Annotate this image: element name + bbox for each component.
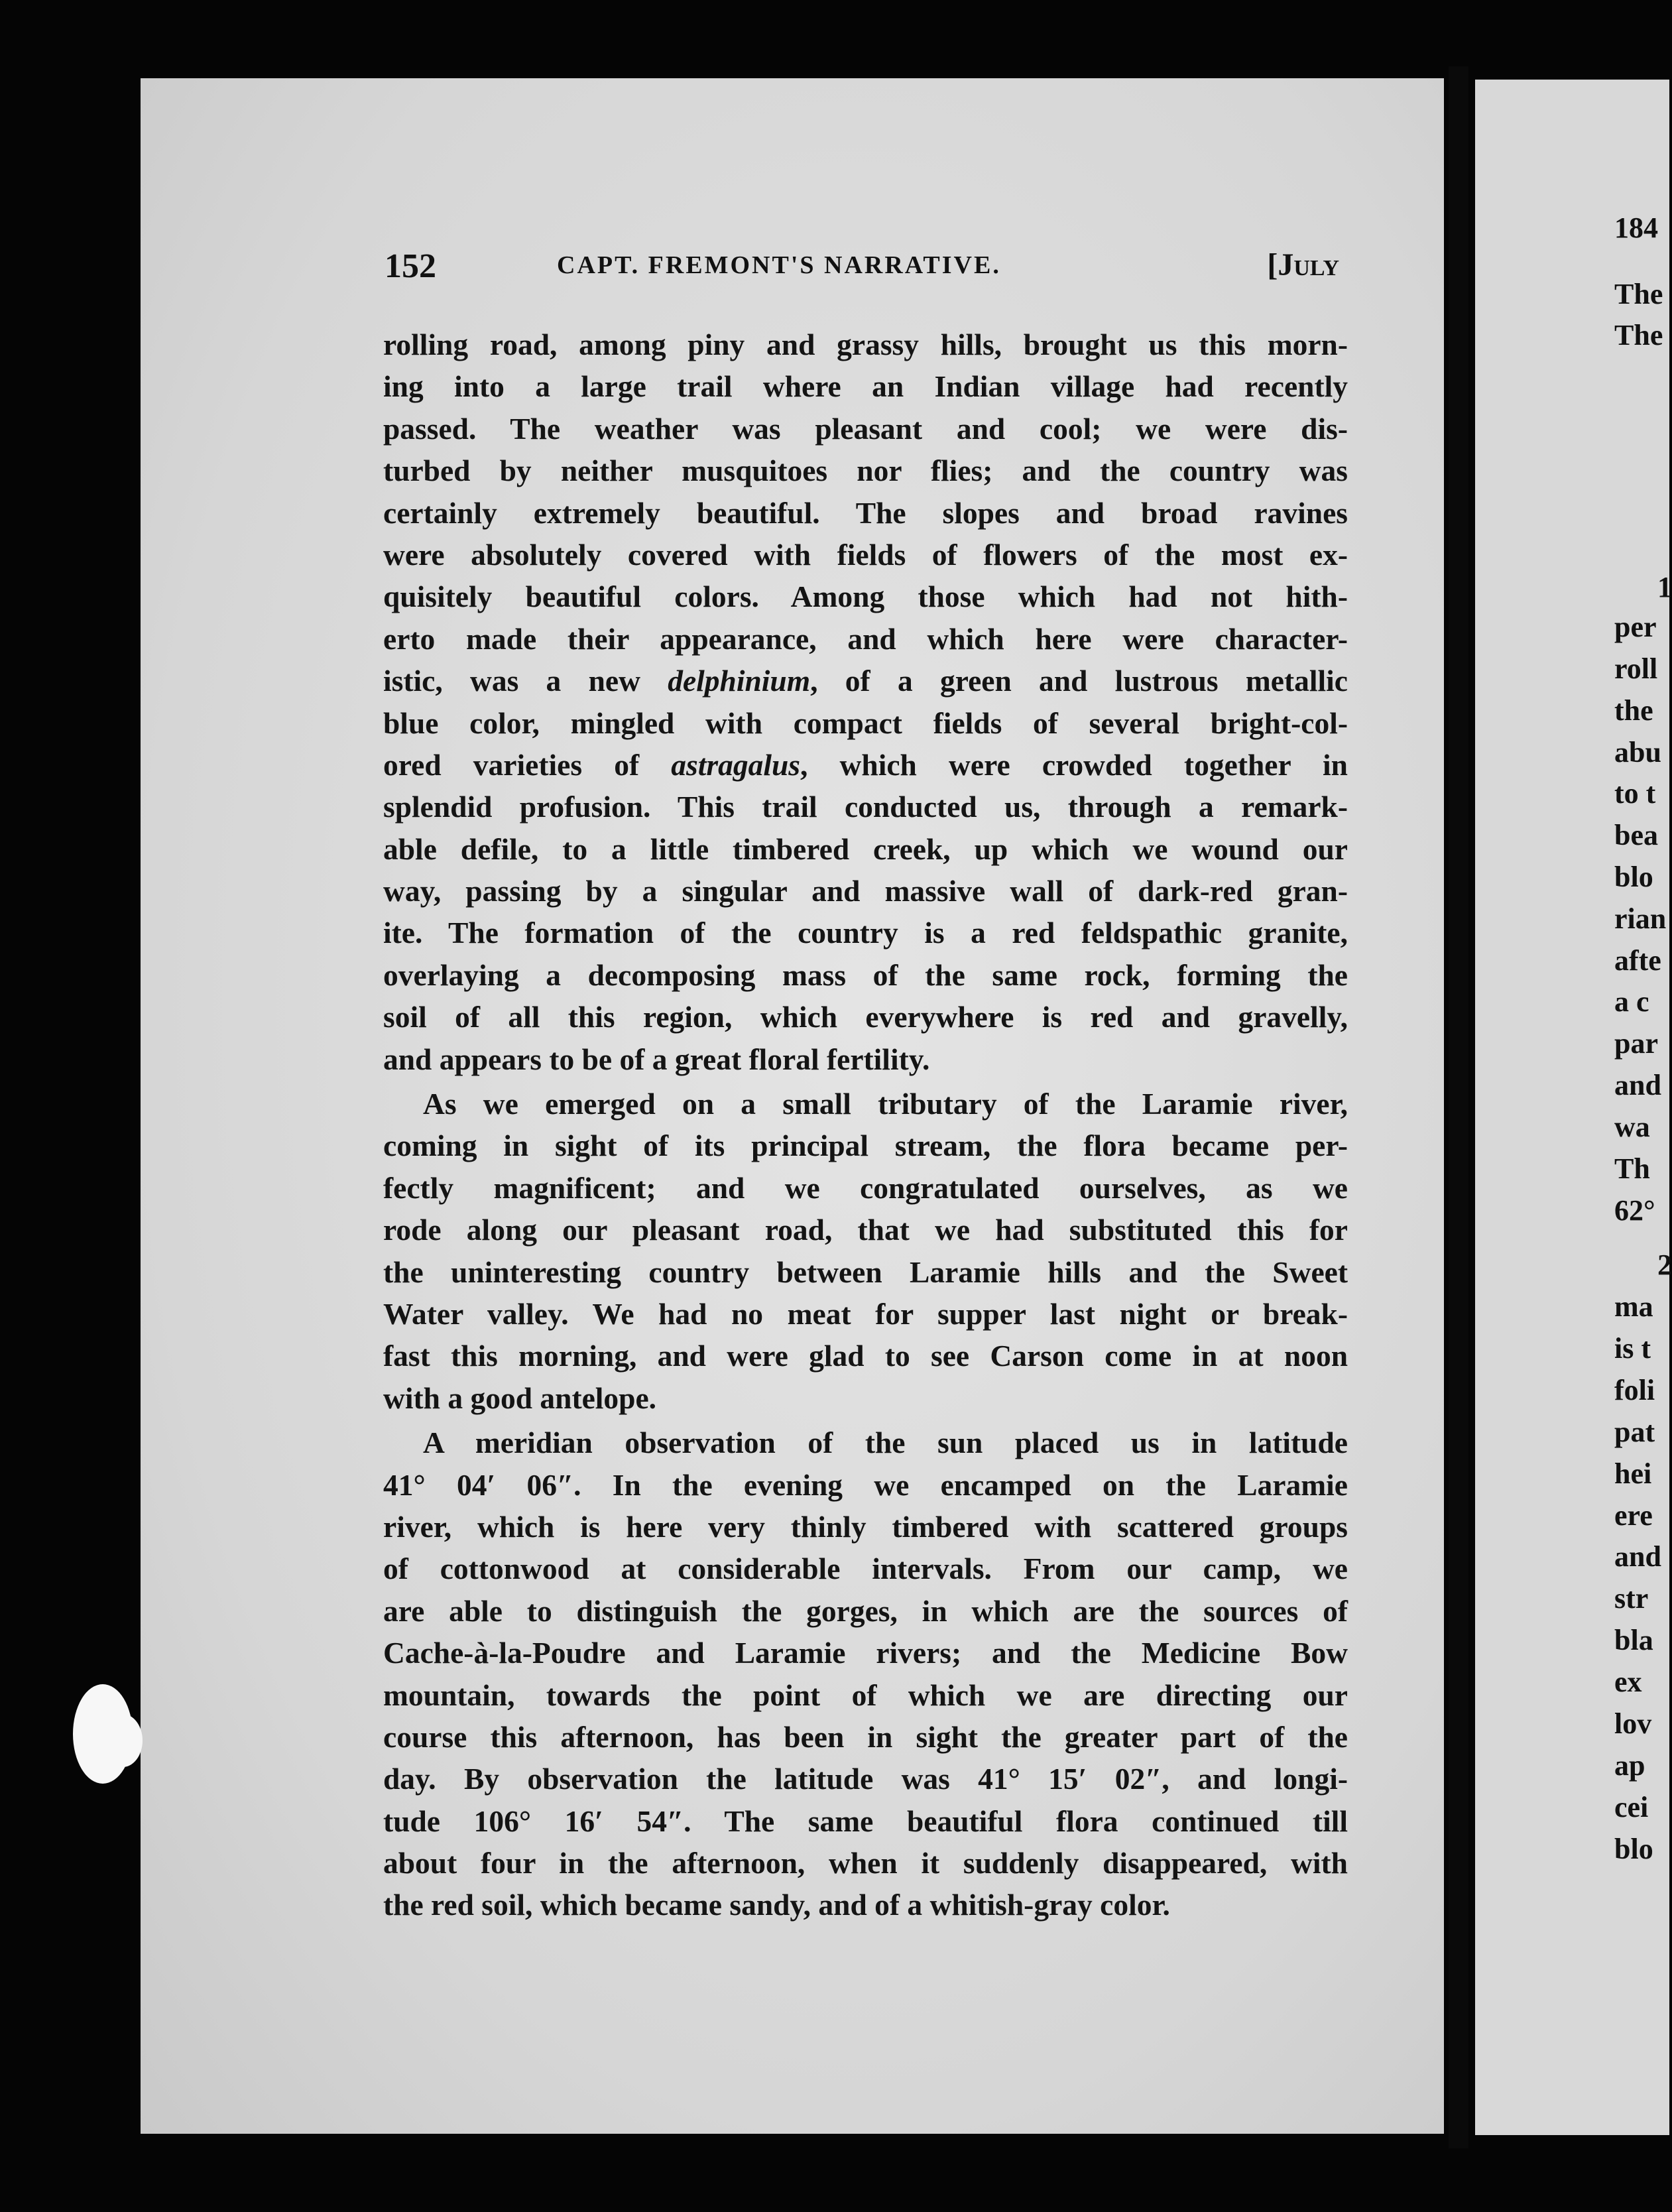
paragraph <box>383 324 1348 1080</box>
facing-page-text: 184 <box>1614 212 1658 244</box>
running-header <box>385 247 1339 293</box>
paragraph <box>383 1083 1348 1419</box>
text-line: river, which is here very thinly timbered with scattered groups <box>383 1509 1348 1544</box>
facing-page-text: pat <box>1614 1416 1655 1448</box>
facing-page-text: wa <box>1614 1111 1650 1143</box>
running-month: [July <box>1267 247 1339 282</box>
text-line: about four in the afternoon, when it suddenly disappeared, with <box>383 1846 1348 1880</box>
book-gutter <box>1449 66 1468 2148</box>
text-line: soil of all this region, which everywhere is red and gravelly, <box>383 1000 1348 1034</box>
facing-page-text: ap <box>1614 1749 1645 1782</box>
facing-page-text: Th <box>1614 1152 1650 1185</box>
facing-page-text: is t <box>1614 1332 1651 1365</box>
facing-page-text: blo <box>1614 861 1653 893</box>
right-page-edge <box>1475 80 1669 2135</box>
text-line: ite. The formation of the country is a red feldspathic granite, <box>383 916 1348 950</box>
facing-page-text: ere <box>1614 1499 1653 1532</box>
text-line: were absolutely covered with fields of flowers of the most ex- <box>383 537 1348 572</box>
text-line: ing into a large trail where an Indian village had recently <box>383 369 1348 404</box>
facing-page-text: 1 <box>1657 571 1672 603</box>
facing-page-text: The <box>1614 278 1663 310</box>
facing-page-text: abu <box>1614 736 1661 768</box>
page-number: 152 <box>385 247 436 285</box>
facing-page-text: bla <box>1614 1624 1653 1656</box>
facing-page-text: to t <box>1614 777 1656 810</box>
facing-page-text: lov <box>1614 1707 1652 1740</box>
facing-page-text: ex <box>1614 1666 1642 1698</box>
running-title: CAPT. FREMONT'S NARRATIVE. <box>557 251 1001 279</box>
facing-page-text: 2 <box>1657 1249 1672 1281</box>
text-line: 41° 04′ 06″. In the evening we encamped on the Laramie <box>383 1467 1348 1502</box>
text-line: fast this morning, and were glad to see Carson come in at noon <box>383 1339 1348 1373</box>
facing-page-text: and <box>1614 1540 1661 1573</box>
facing-page-text: 62° <box>1614 1194 1655 1227</box>
facing-page-text: bea <box>1614 819 1658 851</box>
text-line: the red soil, which became sandy, and of a whitish-gray color. <box>383 1888 1170 1922</box>
text-line: turbed by neither musquitoes nor flies; and the country was <box>383 454 1348 488</box>
text-line: Cache-à-la-Poudre and Laramie rivers; and the Medicine Bow <box>383 1636 1348 1670</box>
facing-page-text: afte <box>1614 944 1661 977</box>
narrative-text <box>383 324 1348 1929</box>
text-line: erto made their appearance, and which here were character- <box>383 621 1348 656</box>
text-line: fectly magnificent; and we congratulated ourselves, as we <box>383 1170 1348 1205</box>
text-line: the uninteresting country between Laramie hills and the Sweet <box>383 1255 1348 1289</box>
text-line: of cottonwood at considerable intervals. From our camp, we <box>383 1552 1348 1586</box>
facing-page-text: foli <box>1614 1374 1655 1406</box>
facing-page-text: The <box>1614 319 1663 351</box>
text-line: able defile, to a little timbered creek, up which we wound our <box>383 831 1348 866</box>
text-line: As we emerged on a small tributary of the Laramie river, <box>423 1087 1348 1121</box>
text-line: certainly extremely beautiful. The slopes and broad ravines <box>383 495 1348 530</box>
facing-page-text: str <box>1614 1582 1649 1615</box>
facing-page-text: cei <box>1614 1791 1649 1823</box>
text-line: are able to distinguish the gorges, in which are the sources of <box>383 1593 1348 1628</box>
text-line: rolling road, among piny and grassy hills, brought us this morn- <box>383 328 1348 361</box>
paper-damage-spot <box>103 1714 143 1767</box>
facing-page-text: the <box>1614 694 1653 727</box>
facing-page-text: per <box>1614 611 1657 643</box>
text-line: ored varieties of astragalus, which were crowded together in <box>383 747 1348 782</box>
text-line: overlaying a decomposing mass of the same rock, forming the <box>383 957 1348 992</box>
text-line: rode along our pleasant road, that we had substituted this for <box>383 1213 1348 1247</box>
text-line: mountain, towards the point of which we are directing our <box>383 1678 1348 1712</box>
text-line: passed. The weather was pleasant and cool; we were dis- <box>383 411 1348 446</box>
paragraph <box>383 1422 1348 1926</box>
facing-page-text: a c <box>1614 985 1649 1018</box>
text-line: course this afternoon, has been in sight the greater part of the <box>383 1719 1348 1754</box>
facing-page-text: par <box>1614 1027 1658 1060</box>
text-line: blue color, mingled with compact fields of several bright-col- <box>383 706 1348 740</box>
text-line: way, passing by a singular and massive wall of dark-red gran- <box>383 874 1348 908</box>
text-line: coming in sight of its principal stream, the flora became per- <box>383 1129 1348 1163</box>
text-line: with a good antelope. <box>383 1381 657 1415</box>
text-line: day. By observation the latitude was 41° 15′ 02″, and longi- <box>383 1762 1348 1796</box>
text-line: splendid profusion. This trail conducted us, through a remark- <box>383 790 1348 824</box>
text-line: and appears to be of a great floral fertility. <box>383 1042 930 1076</box>
facing-page-text: and <box>1614 1069 1661 1101</box>
text-line: A meridian observation of the sun placed us in latitude <box>423 1426 1348 1460</box>
facing-page-text: roll <box>1614 652 1658 685</box>
facing-page-text: hei <box>1614 1457 1652 1490</box>
facing-page-text: ma <box>1614 1290 1653 1323</box>
text-line: quisitely beautiful colors. Among those which had not hith- <box>383 580 1348 614</box>
text-line: istic, was a new delphinium, of a green and lustrous metallic <box>383 664 1348 698</box>
text-line: tude 106° 16′ 54″. The same beautiful flora continued till <box>383 1804 1348 1838</box>
facing-page-text: blo <box>1614 1833 1653 1865</box>
facing-page-text: rian <box>1614 902 1667 935</box>
text-line: Water valley. We had no meat for supper last night or break- <box>383 1296 1348 1331</box>
